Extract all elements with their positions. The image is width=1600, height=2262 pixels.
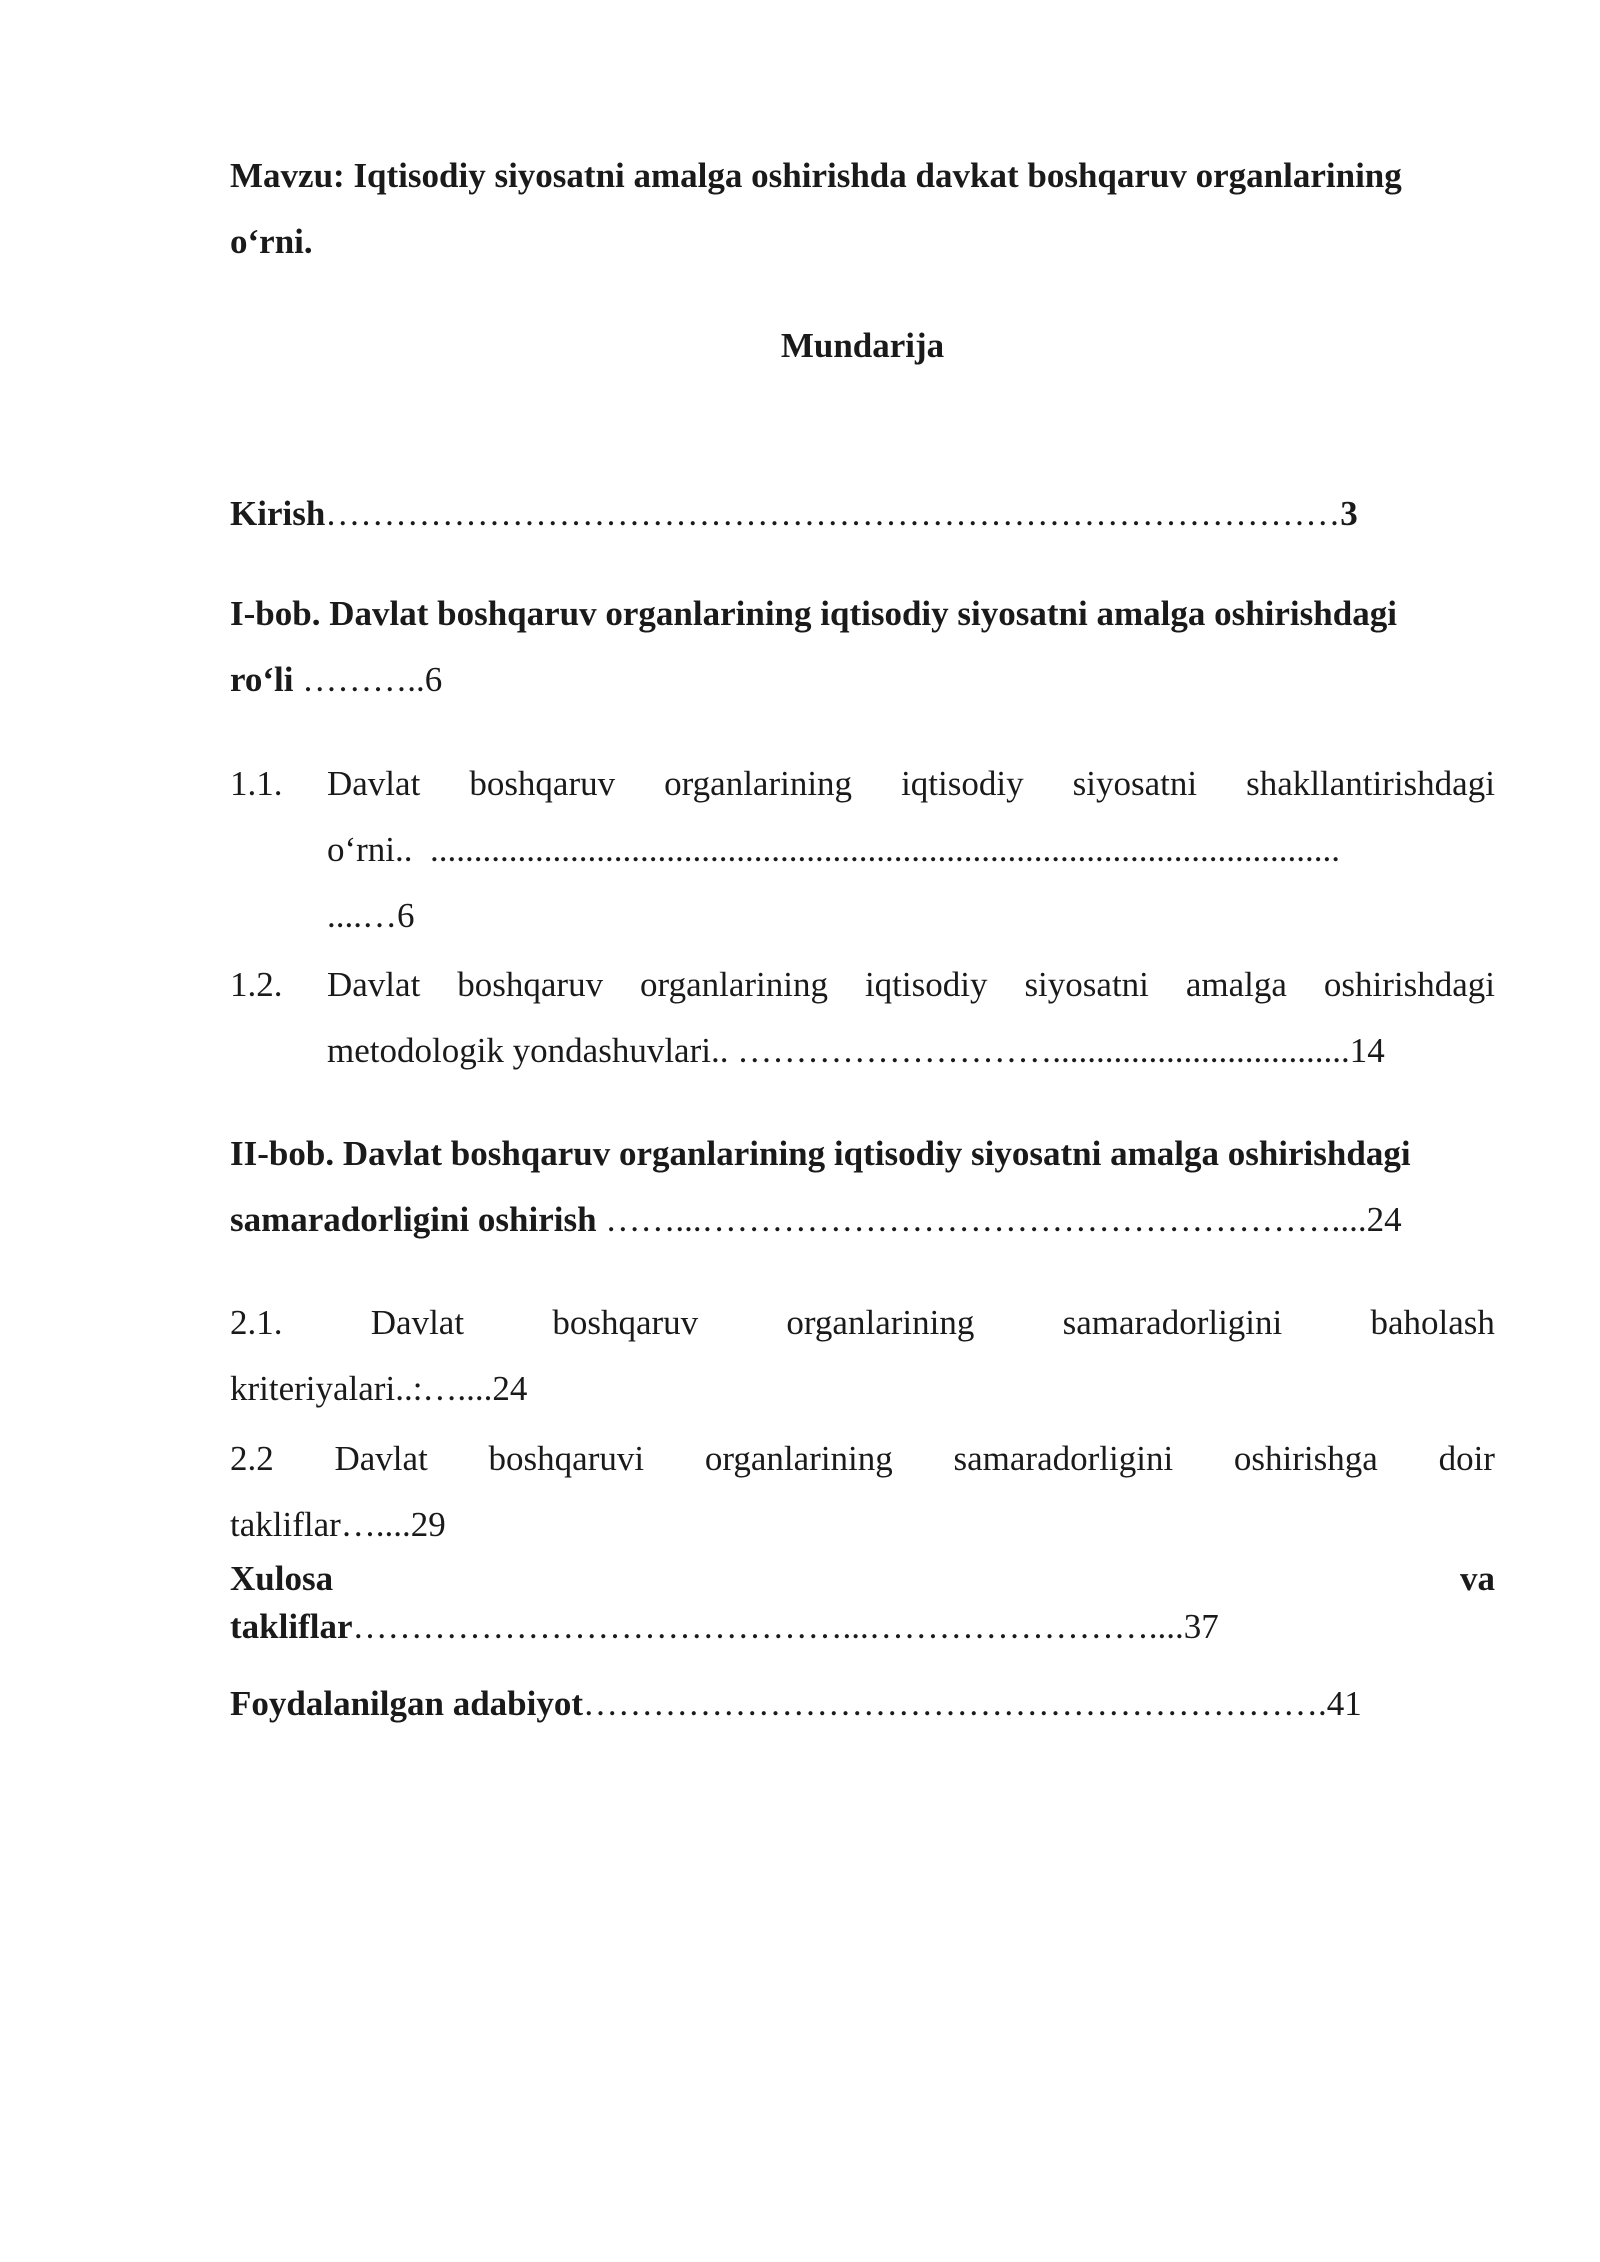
toc-1-2-line-2: metodologik yondashuvlari.. ………………………..................................14	[327, 1031, 1385, 1070]
toc-1-2-word: organlarining	[640, 965, 828, 1004]
toc-2-1-word: Davlat	[370, 1303, 465, 1342]
toc-kirish-dots: ……………………………………………………………………………	[325, 494, 1341, 533]
toc-entry-chapter-1	[230, 581, 1495, 713]
toc-2-2-word: organlarining	[704, 1439, 893, 1478]
toc-1-1-line-2: o‘rni.. ........................................................................................................	[327, 830, 1341, 869]
toc-xulosa-line2-bold: takliflar	[230, 1607, 353, 1646]
toc-kirish-label: Kirish	[230, 494, 326, 533]
toc-adabiyot-label: Foydalanilgan adabiyot	[230, 1684, 584, 1723]
toc-entry-xulosa	[230, 1555, 1495, 1651]
toc-1-1-word: iqtisodiy	[901, 764, 1024, 803]
toc-2-2-word: boshqaruvi	[488, 1439, 645, 1478]
toc-1-1-line-3: ....…6	[327, 896, 415, 935]
toc-1-2-word: oshirishdagi	[1323, 965, 1495, 1004]
toc-entry-1-1	[230, 751, 1495, 949]
toc-xulosa-word: Xulosa	[230, 1559, 334, 1598]
toc-adabiyot-line	[230, 1680, 1495, 1728]
topic-block	[230, 143, 1495, 275]
toc-entry-2-2	[230, 1426, 1495, 1558]
toc-entry-kirish	[230, 481, 1495, 547]
toc-1-2-text	[327, 952, 1495, 1084]
toc-ch1-line-1: I-bob. Davlat boshqaruv organlarining iqtisodiy siyosatni amalga oshirishdagi	[230, 594, 1397, 633]
toc-1-2-row	[230, 952, 1495, 1084]
toc-ch1-line2-bold: ro‘li	[230, 660, 294, 699]
toc-xulosa-word: va	[1460, 1559, 1495, 1598]
toc-1-2-number: 1.2.	[230, 965, 283, 1004]
toc-1-2-word: iqtisodiy	[864, 965, 988, 1004]
toc-1-1-text	[327, 751, 1495, 949]
toc-ch1-line-2	[230, 647, 1495, 713]
topic-line-1: Mavzu: Iqtisodiy siyosatni amalga oshirishda davkat boshqaruv organlarining	[230, 156, 1402, 195]
toc-1-1-line-1	[327, 751, 1495, 817]
toc-1-2-word: Davlat	[327, 965, 421, 1004]
contents-title-block	[230, 313, 1495, 379]
toc-1-1-word: shakllantirishdagi	[1246, 764, 1495, 803]
toc-entry-adabiyot	[230, 1680, 1495, 1728]
toc-2-1-word: 2.1.	[230, 1303, 283, 1342]
toc-ch2-line-1: II-bob. Davlat boshqaruv organlarining iqtisodiy siyosatni amalga oshirishdagi	[230, 1134, 1411, 1173]
toc-ch2-line2-rest: ……...………………………………………………....24	[596, 1200, 1402, 1239]
toc-xulosa-line2-rest: ……………………………………...……………………....37	[352, 1607, 1219, 1646]
toc-adabiyot-rest: ……………………………………………………….41	[583, 1684, 1362, 1723]
toc-entry-1-2	[230, 952, 1495, 1084]
toc-1-1-word: organlarining	[664, 764, 853, 803]
toc-ch2-line2-bold: samaradorligini oshirish	[230, 1200, 597, 1239]
toc-1-2-word: siyosatni	[1024, 965, 1149, 1004]
toc-kirish-line	[230, 481, 1495, 547]
toc-1-2-word: boshqaruv	[457, 965, 604, 1004]
toc-1-2-line-1	[327, 952, 1495, 1018]
contents-title: Mundarija	[780, 326, 945, 365]
toc-ch1-line2-rest: ………..6	[293, 660, 443, 699]
toc-entry-2-1	[230, 1290, 1495, 1422]
toc-2-2-word: 2.2	[230, 1439, 274, 1478]
toc-2-1-word: baholash	[1370, 1303, 1495, 1342]
toc-ch2-line-2	[230, 1187, 1495, 1253]
toc-2-1-word: organlarining	[786, 1303, 975, 1342]
toc-2-1-word: boshqaruv	[552, 1303, 699, 1342]
toc-2-2-line-1	[230, 1426, 1495, 1492]
toc-2-1-line-1	[230, 1290, 1495, 1356]
toc-2-2-line-2: takliflar…....29	[230, 1505, 446, 1544]
toc-entry-chapter-2	[230, 1121, 1495, 1253]
toc-kirish-page: 3	[1340, 494, 1358, 533]
toc-1-2-word: amalga	[1185, 965, 1287, 1004]
toc-2-2-word: samaradorligini	[953, 1439, 1174, 1478]
toc-2-2-word: doir	[1438, 1439, 1495, 1478]
toc-2-2-word: Davlat	[334, 1439, 428, 1478]
toc-2-2-word: oshirishga	[1233, 1439, 1378, 1478]
toc-2-1-word: samaradorligini	[1062, 1303, 1283, 1342]
toc-1-1-word: boshqaruv	[469, 764, 616, 803]
toc-xulosa-line-2	[230, 1603, 1495, 1651]
toc-xulosa-line-1	[230, 1555, 1495, 1603]
toc-1-1-row	[230, 751, 1495, 949]
topic-line-2: o‘rni.	[230, 222, 313, 261]
toc-1-1-word: siyosatni	[1072, 764, 1198, 803]
toc-2-1-line-2: kriteriyalari..:…....24	[230, 1369, 528, 1408]
toc-1-1-number: 1.1.	[230, 764, 283, 803]
toc-1-1-word: Davlat	[327, 764, 421, 803]
